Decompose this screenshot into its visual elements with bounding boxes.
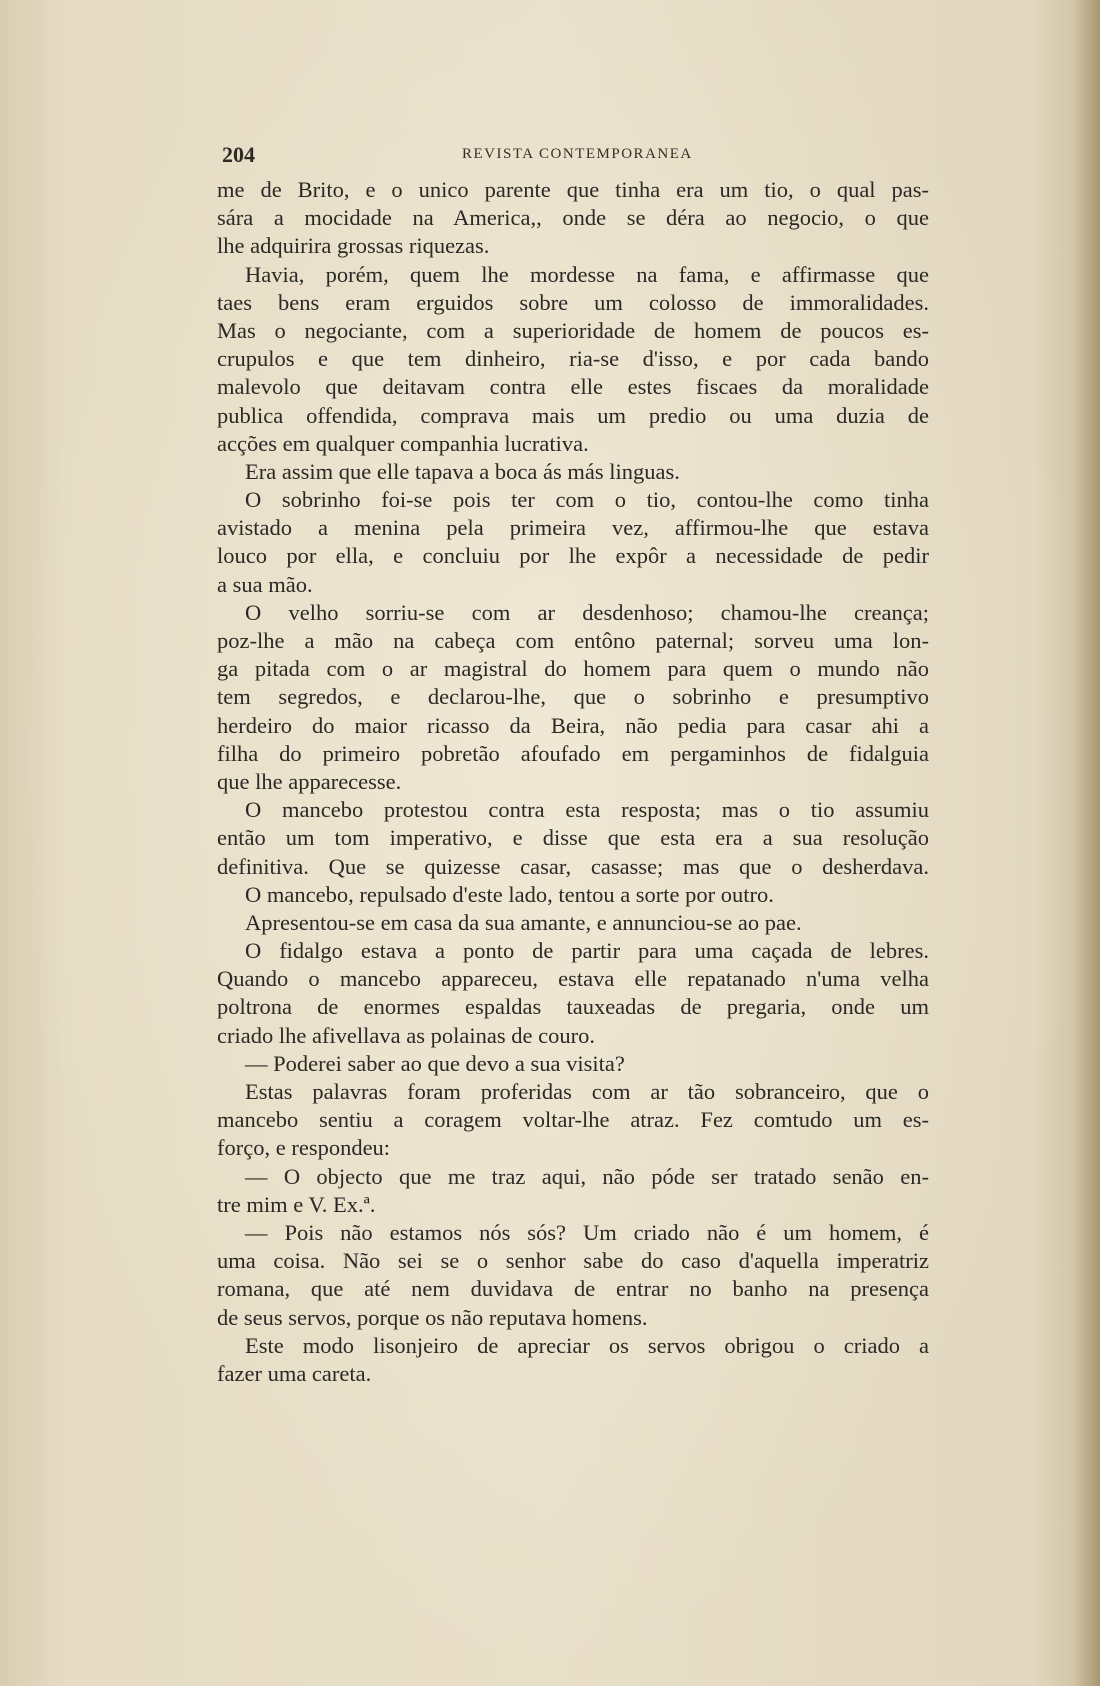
text-line: lhe adquirira grossas riquezas. [217, 233, 490, 259]
text-line: Quando o mancebo appareceu, estava elle repatanado n'uma velha [217, 966, 929, 992]
text-line: poltrona de enormes espaldas tauxeadas de pregaria, onde um [217, 994, 929, 1020]
text-line: O fidalgo estava a ponto de partir para uma caçada de lebres. [245, 938, 929, 964]
text-line: O mancebo, repulsado d'este lado, tentou a sorte por outro. [245, 881, 774, 907]
text-line: crupulos e que tem dinheiro, ria-se d'isso, e por cada bando [217, 346, 929, 372]
text-line: tem segredos, e declarou-lhe, que o sobrinho e presumptivo [217, 684, 929, 710]
text-line: então um tom imperativo, e disse que esta era a sua resolução [217, 825, 929, 851]
text-line: avistado a menina pela primeira vez, affirmou-lhe que estava [217, 515, 929, 541]
text-line: criado lhe afivellava as polainas de couro. [217, 1022, 595, 1048]
text-line: taes bens eram erguidos sobre um colosso de immoralidades. [217, 289, 929, 315]
text-line: O velho sorriu-se com ar desdenhoso; chamou-lhe creança; [245, 599, 929, 625]
text-line: Estas palavras foram proferidas com ar tão sobranceiro, que o [245, 1079, 929, 1104]
text-line: que lhe apparecesse. [217, 768, 402, 794]
text-line: malevolo que deitavam contra elle estes fiscaes da moralidade [217, 374, 929, 400]
text-line: me de Brito, e o unico parente que tinha era um tio, o qual pas- [217, 177, 929, 202]
text-line: O mancebo protestou contra esta resposta; mas o tio assumiu [245, 797, 929, 823]
text-line: acções em qualquer companhia lucrativa. [217, 430, 589, 456]
text-line: poz-lhe a mão na cabeça com entôno paternal; sorveu uma lon- [217, 628, 929, 653]
text-line: Apresentou-se em casa da sua amante, e annunciou-se ao pae. [245, 909, 802, 935]
text-line: ga pitada com o ar magistral do homem para quem o mundo não [217, 656, 929, 682]
text-line: tre mim e V. Ex.ª. [217, 1191, 376, 1217]
text-line: — Poderei saber ao que devo a sua visita? [245, 1050, 625, 1076]
body-text [217, 176, 929, 1388]
text-line: mancebo sentiu a coragem voltar-lhe atraz. Fez comtudo um es- [217, 1107, 929, 1133]
text-line: sára a mocidade na America,, onde se déra ao negocio, o que [217, 205, 929, 231]
text-line: Era assim que elle tapava a boca ás más linguas. [245, 458, 680, 484]
text-line: a sua mão. [217, 571, 313, 597]
text-line: herdeiro do maior ricasso da Beira, não pedia para casar ahi a [217, 712, 929, 738]
running-title: REVISTA CONTEMPORANEA [462, 146, 693, 162]
text-line: Mas o negociante, com a superioridade de homem de poucos es- [217, 317, 929, 343]
text-line: fazer uma careta. [217, 1360, 372, 1386]
text-line: Havia, porém, quem lhe mordesse na fama, e affirmasse que [245, 261, 929, 287]
text-line: publica offendida, comprava mais um predio ou uma duzia de [217, 402, 929, 428]
text-line: filha do primeiro pobretão afoufado em pergaminhos de fidalguia [217, 740, 929, 766]
text-line: forço, e respondeu: [217, 1135, 391, 1161]
text-line: de seus servos, porque os não reputava homens. [217, 1304, 648, 1330]
text-line: romana, que até nem duvidava de entrar no banho na presença [217, 1276, 929, 1302]
text-line: Este modo lisonjeiro de apreciar os servos obrigou o criado a [245, 1332, 929, 1358]
text-line: louco por ella, e concluiu por lhe expôr a necessidade de pedir [217, 543, 929, 569]
page-number: 204 [222, 142, 255, 167]
text-line: O sobrinho foi-se pois ter com o tio, contou-lhe como tinha [245, 487, 929, 513]
page-header [222, 142, 932, 170]
text-line: — O objecto que me traz aqui, não póde ser tratado senão en- [245, 1163, 929, 1189]
text-line: uma coisa. Não sei se o senhor sabe do caso d'aquella imperatriz [217, 1248, 929, 1274]
text-line: definitiva. Que se quizesse casar, casasse; mas que o desherdava. [217, 853, 929, 879]
page-edge-shadow [1074, 0, 1100, 1686]
text-line: — Pois não estamos nós sós? Um criado não é um homem, é [245, 1219, 929, 1245]
